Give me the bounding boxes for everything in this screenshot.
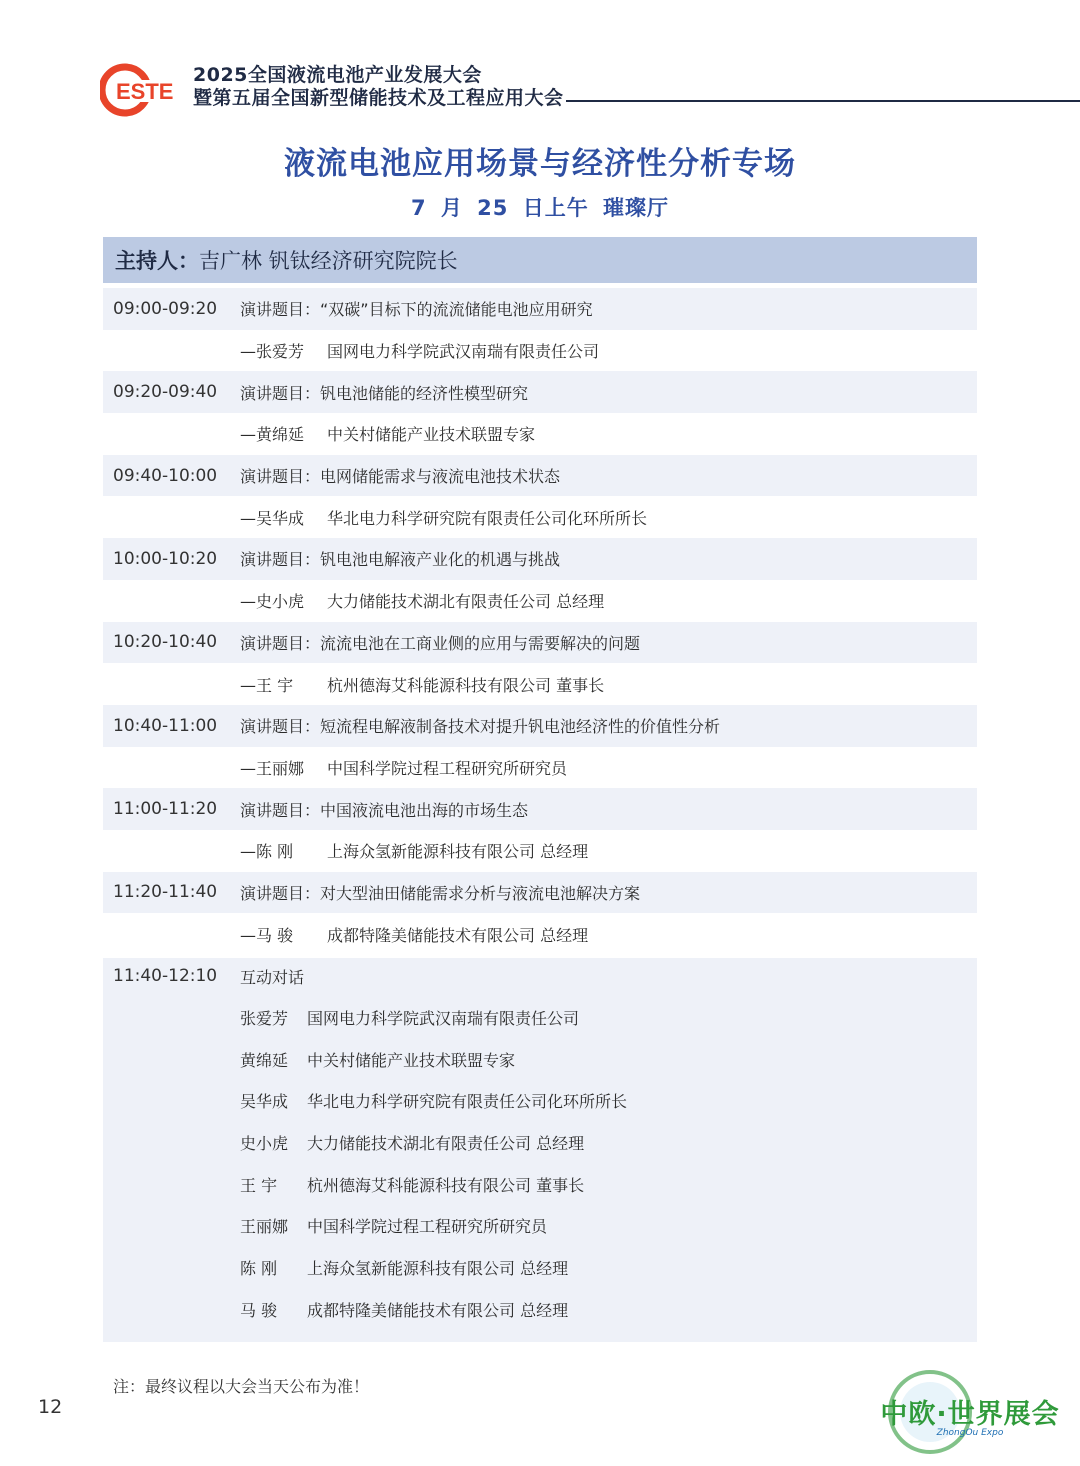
footnote: 注：最终议程以大会当天公布为准！ — [113, 1377, 370, 1396]
panel-title: 互动对话 — [240, 968, 305, 987]
panel-member-org: 中国科学院过程工程研究所研究员 — [307, 1217, 548, 1237]
panel-member-org: 华北电力科学研究院有限责任公司化环所所长 — [307, 1092, 628, 1112]
speaker — [240, 756, 327, 779]
agenda-row-topic — [103, 872, 977, 914]
speaker-org: 大力储能技术湖北有限责任公司 总经理 — [327, 592, 605, 612]
talk-topic — [240, 714, 720, 737]
speaker-org: 杭州德海艾科能源科技有限公司 董事长 — [327, 675, 605, 695]
panel-member-name: 王丽娜 — [240, 1217, 289, 1237]
panel-member-org: 杭州德海艾科能源科技有限公司 董事长 — [307, 1175, 585, 1195]
speaker — [240, 839, 327, 862]
host-bar — [103, 237, 977, 283]
agenda-row-speaker — [103, 330, 977, 372]
session-time-place: 7 月 25 日上午 璀璨厅 — [410, 196, 670, 220]
speaker-name: —王 宇 — [240, 675, 294, 695]
session-slot-time: 11:00-11:20 — [113, 799, 218, 820]
speaker-org: 国网电力科学院武汉南瑞有限责任公司 — [327, 342, 600, 362]
panel-member-org: 上海众氢新能源科技有限公司 总经理 — [307, 1259, 569, 1279]
session-title: 液流电池应用场景与经济性分析专场 — [284, 146, 796, 182]
agenda-row-speaker — [103, 663, 977, 705]
speaker-name: —王丽娜 — [240, 758, 305, 778]
speaker — [240, 422, 327, 445]
expo-subtitle: ZhongOu Expo — [936, 1428, 1004, 1438]
panel-member — [240, 1048, 627, 1090]
speaker-name: —吴华成 — [240, 508, 305, 528]
conference-title-line2: 暨第五届全国新型储能技术及工程应用大会 — [193, 87, 564, 109]
speaker-org: 华北电力科学研究院有限责任公司化环所所长 — [327, 508, 648, 528]
session-slot-time: 09:40-10:00 — [113, 465, 218, 486]
panel-member-org: 中关村储能产业技术联盟专家 — [307, 1050, 516, 1070]
talk-label: 演讲题目： — [240, 883, 321, 903]
speaker — [240, 506, 327, 529]
agenda-table — [103, 288, 977, 955]
panel-member-name: 史小虎 — [240, 1134, 289, 1154]
talk-title: 短流程电解液制备技术对提升钒电池经济性的价值性分析 — [320, 717, 721, 737]
host-value: 吉广林 钒钛经济研究院院长 — [199, 249, 458, 273]
talk-topic — [240, 381, 528, 404]
panel-member-org: 成都特隆美储能技术有限公司 总经理 — [307, 1300, 569, 1320]
talk-topic — [240, 631, 640, 654]
agenda-row-topic — [103, 705, 977, 747]
agenda-row-topic — [103, 788, 977, 830]
talk-title: 中国液流电池出海的市场生态 — [320, 800, 529, 820]
panel-member — [240, 1298, 627, 1340]
agenda-row-speaker — [103, 830, 977, 872]
agenda-row-topic — [103, 538, 977, 580]
panel-member — [240, 1131, 627, 1173]
session-slot-time: 10:40-11:00 — [113, 715, 218, 736]
speaker-name: —张爱芳 — [240, 342, 305, 362]
panel-member-list — [240, 1006, 627, 1340]
agenda-row-topic — [103, 622, 977, 664]
panel-member — [240, 1173, 627, 1215]
agenda-row-topic — [103, 371, 977, 413]
panel-member-name: 马 骏 — [240, 1300, 278, 1320]
agenda-row-topic — [103, 455, 977, 497]
panel-member-name: 黄绵延 — [240, 1050, 289, 1070]
talk-topic — [240, 881, 640, 904]
speaker-org: 上海众氢新能源科技有限公司 总经理 — [327, 842, 589, 862]
panel-member-name: 王 宇 — [240, 1175, 278, 1195]
talk-topic — [240, 297, 593, 320]
talk-label: 演讲题目： — [240, 633, 321, 653]
agenda-row-speaker — [103, 913, 977, 955]
speaker — [240, 339, 327, 362]
speaker-org: 成都特隆美储能技术有限公司 总经理 — [327, 925, 589, 945]
panel-member-name: 陈 刚 — [240, 1259, 278, 1279]
panel-time: 11:40-12:10 — [113, 966, 218, 986]
panel-discussion — [103, 958, 977, 1342]
panel-member-org: 大力储能技术湖北有限责任公司 总经理 — [307, 1134, 585, 1154]
logo-text: ESTE — [116, 79, 174, 104]
panel-member — [240, 1256, 627, 1298]
session-slot-time: 10:20-10:40 — [113, 632, 218, 653]
speaker-name: —黄绵延 — [240, 425, 305, 445]
header-divider — [566, 100, 1080, 102]
speaker — [240, 589, 327, 612]
talk-topic — [240, 547, 560, 570]
talk-title: 流流电池在工商业侧的应用与需要解决的问题 — [320, 633, 641, 653]
speaker-name: —史小虎 — [240, 592, 305, 612]
talk-label: 演讲题目： — [240, 383, 321, 403]
conference-title — [193, 64, 564, 110]
talk-topic — [240, 464, 560, 487]
panel-member — [240, 1214, 627, 1256]
agenda-row-speaker — [103, 580, 977, 622]
talk-label: 演讲题目： — [240, 550, 321, 570]
este-logo — [100, 62, 188, 118]
talk-title: “双碳”目标下的流流储能电池应用研究 — [320, 300, 593, 320]
expo-name: 中欧·世界展会 — [880, 1399, 1060, 1430]
expo-logo — [870, 1368, 1070, 1458]
host-label: 主持人： — [115, 249, 199, 273]
talk-title: 电网储能需求与液流电池技术状态 — [320, 467, 561, 487]
agenda-row-speaker — [103, 413, 977, 455]
speaker-name: —陈 刚 — [240, 842, 294, 862]
speaker — [240, 923, 327, 946]
panel-member-org: 国网电力科学院武汉南瑞有限责任公司 — [307, 1009, 580, 1028]
panel-member-name: 张爱芳 — [240, 1009, 289, 1028]
talk-title: 钒电池电解液产业化的机遇与挑战 — [320, 550, 561, 570]
talk-title: 对大型油田储能需求分析与液流电池解决方案 — [320, 883, 641, 903]
speaker-org: 中关村储能产业技术联盟专家 — [327, 425, 536, 445]
agenda-row-topic — [103, 288, 977, 330]
conference-title-line1: 2025全国液流电池产业发展大会 — [193, 64, 482, 86]
speaker — [240, 673, 327, 696]
page-number: 12 — [38, 1396, 63, 1418]
speaker-name: —马 骏 — [240, 925, 294, 945]
talk-label: 演讲题目： — [240, 800, 321, 820]
session-slot-time: 09:20-09:40 — [113, 382, 218, 403]
speaker-org: 中国科学院过程工程研究所研究员 — [327, 758, 568, 778]
talk-label: 演讲题目： — [240, 467, 321, 487]
session-slot-time: 11:20-11:40 — [113, 882, 218, 903]
panel-member — [240, 1006, 627, 1048]
session-slot-time: 09:00-09:20 — [113, 298, 218, 319]
page-header — [0, 0, 1080, 130]
agenda-row-speaker — [103, 747, 977, 789]
panel-member — [240, 1089, 627, 1131]
panel-member-name: 吴华成 — [240, 1092, 289, 1112]
talk-label: 演讲题目： — [240, 300, 321, 320]
talk-label: 演讲题目： — [240, 717, 321, 737]
session-slot-time: 10:00-10:20 — [113, 548, 218, 569]
agenda-row-speaker — [103, 496, 977, 538]
talk-topic — [240, 798, 528, 821]
talk-title: 钒电池储能的经济性模型研究 — [320, 383, 529, 403]
